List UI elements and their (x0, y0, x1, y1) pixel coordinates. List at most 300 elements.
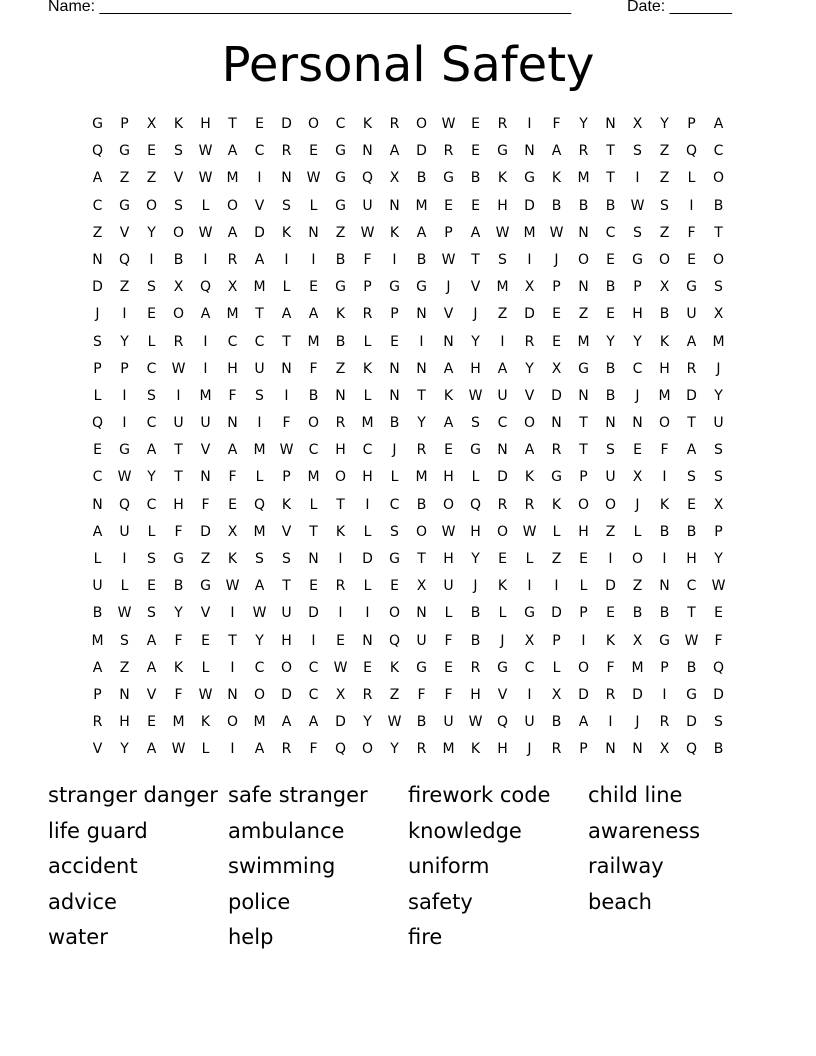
grid-letter[interactable]: T (282, 578, 291, 595)
grid-letter[interactable]: R (659, 714, 670, 731)
grid-letter[interactable]: R (362, 686, 373, 703)
grid-letter[interactable]: O (577, 496, 590, 513)
grid-letter[interactable]: S (390, 523, 399, 540)
grid-letter[interactable]: N (227, 415, 238, 432)
grid-letter[interactable]: O (280, 659, 293, 676)
grid-letter[interactable]: R (92, 714, 103, 731)
grid-letter[interactable]: W (387, 714, 402, 731)
grid-letter[interactable]: P (444, 224, 453, 241)
grid-letter[interactable]: T (714, 224, 723, 241)
grid-letter[interactable]: U (281, 605, 292, 622)
grid-letter[interactable]: H (470, 686, 481, 703)
grid-letter[interactable]: I (527, 686, 532, 703)
grid-letter[interactable]: E (471, 143, 480, 160)
grid-letter[interactable]: U (524, 714, 535, 731)
grid-letter[interactable]: T (417, 551, 426, 567)
grid-letter[interactable]: K (335, 306, 346, 323)
grid-letter[interactable]: F (282, 415, 291, 432)
grid-letter[interactable]: N (389, 197, 400, 214)
grid-letter[interactable]: S (174, 143, 183, 160)
grid-letter[interactable]: I (122, 551, 127, 567)
grid-letter[interactable]: H (659, 360, 670, 377)
grid-letter[interactable]: K (443, 387, 454, 404)
grid-letter[interactable]: R (497, 116, 508, 132)
grid-letter[interactable]: N (281, 170, 292, 187)
grid-letter[interactable]: N (389, 360, 400, 377)
grid-letter[interactable]: C (524, 659, 535, 676)
grid-letter[interactable]: V (497, 686, 508, 703)
grid-letter[interactable]: M (253, 523, 266, 540)
grid-letter[interactable]: O (712, 251, 725, 268)
grid-letter[interactable]: L (201, 197, 210, 214)
grid-letter[interactable]: P (633, 279, 642, 296)
grid-letter[interactable]: W (495, 224, 510, 241)
grid-letter[interactable]: G (443, 170, 454, 187)
grid-letter[interactable]: P (552, 279, 561, 296)
grid-letter[interactable]: L (147, 523, 156, 540)
grid-letter[interactable]: F (228, 387, 237, 404)
grid-letter[interactable]: T (228, 116, 237, 132)
grid-letter[interactable]: Y (525, 360, 534, 377)
grid-letter[interactable]: X (146, 116, 157, 132)
grid-letter[interactable]: E (390, 333, 399, 350)
grid-letter[interactable]: E (471, 116, 480, 132)
grid-letter[interactable]: R (335, 415, 346, 432)
grid-letter[interactable]: G (686, 279, 697, 296)
grid-letter[interactable]: T (471, 251, 480, 268)
grid-letter[interactable]: L (201, 741, 210, 758)
grid-letter[interactable]: U (443, 578, 454, 595)
grid-letter[interactable]: W (468, 714, 483, 731)
grid-letter[interactable]: Q (91, 143, 104, 160)
grid-letter[interactable]: N (578, 279, 589, 296)
grid-letter[interactable]: J (635, 496, 640, 513)
grid-letter[interactable]: I (608, 714, 613, 731)
grid-letter[interactable]: M (523, 224, 536, 241)
grid-letter[interactable]: M (307, 333, 320, 350)
grid-letter[interactable]: K (497, 170, 508, 187)
grid-letter[interactable]: W (684, 632, 699, 649)
grid-letter[interactable]: A (92, 659, 103, 676)
grid-letter[interactable]: H (335, 442, 346, 459)
grid-letter[interactable]: H (470, 523, 481, 540)
grid-letter[interactable]: N (578, 224, 589, 241)
grid-letter[interactable]: L (363, 523, 372, 540)
grid-letter[interactable]: J (635, 387, 640, 404)
grid-letter[interactable]: R (227, 251, 238, 268)
grid-letter[interactable]: N (416, 360, 427, 377)
grid-letter[interactable]: A (416, 224, 427, 241)
grid-letter[interactable]: H (119, 714, 130, 731)
grid-letter[interactable]: C (146, 360, 157, 377)
grid-letter[interactable]: G (119, 197, 130, 214)
grid-letter[interactable]: F (174, 523, 183, 540)
grid-letter[interactable]: F (552, 116, 561, 132)
grid-letter[interactable]: D (308, 605, 319, 622)
grid-letter[interactable]: M (631, 659, 644, 676)
grid-letter[interactable]: S (714, 442, 723, 459)
grid-letter[interactable]: U (254, 360, 265, 377)
grid-letter[interactable]: E (201, 632, 210, 649)
grid-letter[interactable]: A (686, 333, 697, 350)
grid-letter[interactable]: R (416, 741, 427, 758)
grid-letter[interactable]: Y (417, 415, 426, 432)
grid-letter[interactable]: R (497, 496, 508, 513)
grid-letter[interactable]: G (119, 442, 130, 459)
grid-letter[interactable]: I (230, 741, 235, 758)
grid-letter[interactable]: K (605, 632, 616, 649)
grid-letter[interactable]: S (633, 224, 642, 241)
grid-letter[interactable]: F (444, 686, 453, 703)
grid-letter[interactable]: B (632, 605, 643, 622)
grid-letter[interactable]: L (255, 469, 264, 486)
grid-letter[interactable]: A (254, 251, 265, 268)
grid-letter[interactable]: N (632, 741, 643, 758)
grid-letter[interactable]: I (581, 632, 586, 649)
grid-letter[interactable]: S (120, 632, 129, 649)
grid-letter[interactable]: W (198, 143, 213, 160)
grid-letter[interactable]: Z (119, 170, 130, 187)
grid-letter[interactable]: R (470, 659, 481, 676)
grid-letter[interactable]: I (257, 415, 262, 432)
grid-letter[interactable]: Y (120, 333, 129, 350)
grid-letter[interactable]: I (203, 251, 208, 268)
grid-letter[interactable]: I (608, 551, 613, 567)
grid-letter[interactable]: H (578, 523, 589, 540)
grid-letter[interactable]: K (389, 224, 400, 241)
grid-letter[interactable]: N (335, 387, 346, 404)
grid-letter[interactable]: L (633, 523, 642, 540)
grid-letter[interactable]: D (632, 686, 643, 703)
grid-letter[interactable]: Z (578, 306, 589, 323)
grid-letter[interactable]: D (254, 224, 265, 241)
grid-letter[interactable]: M (253, 279, 266, 296)
grid-letter[interactable]: M (415, 469, 428, 486)
grid-letter[interactable]: H (173, 496, 184, 513)
grid-letter[interactable]: L (444, 605, 453, 622)
grid-letter[interactable]: B (659, 523, 670, 540)
grid-letter[interactable]: I (365, 605, 370, 622)
grid-letter[interactable]: D (524, 197, 535, 214)
grid-letter[interactable]: G (173, 551, 184, 567)
grid-letter[interactable]: F (687, 224, 696, 241)
grid-letter[interactable]: I (662, 686, 667, 703)
grid-letter[interactable]: N (92, 496, 103, 513)
grid-letter[interactable]: P (660, 659, 669, 676)
grid-letter[interactable]: O (712, 170, 725, 187)
grid-letter[interactable]: M (307, 469, 320, 486)
grid-letter[interactable]: R (389, 116, 400, 132)
grid-letter[interactable]: C (254, 659, 265, 676)
grid-letter[interactable]: S (147, 551, 156, 567)
grid-letter[interactable]: F (660, 442, 669, 459)
grid-letter[interactable]: Y (120, 741, 129, 758)
grid-letter[interactable]: E (633, 442, 642, 459)
grid-letter[interactable]: Q (334, 741, 347, 758)
grid-letter[interactable]: W (252, 605, 267, 622)
grid-letter[interactable]: B (416, 170, 427, 187)
grid-letter[interactable]: I (284, 387, 289, 404)
grid-letter[interactable]: U (362, 197, 373, 214)
grid-letter[interactable]: S (282, 551, 291, 567)
grid-letter[interactable]: G (551, 469, 562, 486)
grid-letter[interactable]: E (147, 306, 156, 323)
grid-letter[interactable]: N (119, 686, 130, 703)
grid-letter[interactable]: P (120, 116, 129, 132)
grid-letter[interactable]: E (363, 659, 372, 676)
grid-letter[interactable]: E (552, 333, 561, 350)
grid-letter[interactable]: N (92, 251, 103, 268)
grid-letter[interactable]: S (498, 251, 507, 268)
grid-letter[interactable]: O (388, 605, 401, 622)
grid-letter[interactable]: B (470, 632, 481, 649)
grid-letter[interactable]: O (172, 224, 185, 241)
grid-letter[interactable]: Z (92, 224, 103, 241)
grid-letter[interactable]: G (632, 251, 643, 268)
grid-letter[interactable]: W (711, 578, 726, 595)
grid-letter[interactable]: O (577, 251, 590, 268)
grid-letter[interactable]: I (527, 578, 532, 595)
grid-letter[interactable]: B (389, 415, 400, 432)
grid-letter[interactable]: M (199, 387, 212, 404)
grid-letter[interactable]: E (255, 116, 264, 132)
grid-letter[interactable]: G (389, 551, 400, 567)
grid-letter[interactable]: C (308, 442, 319, 459)
grid-letter[interactable]: O (172, 306, 185, 323)
grid-letter[interactable]: Z (497, 306, 508, 323)
grid-letter[interactable]: Q (253, 496, 266, 513)
grid-letter[interactable]: I (311, 632, 316, 649)
grid-letter[interactable]: A (254, 741, 265, 758)
grid-letter[interactable]: P (687, 116, 696, 132)
grid-letter[interactable]: W (117, 605, 132, 622)
grid-letter[interactable]: I (230, 605, 235, 622)
grid-letter[interactable]: U (119, 523, 130, 540)
grid-letter[interactable]: Y (471, 551, 480, 567)
grid-letter[interactable]: W (360, 224, 375, 241)
grid-letter[interactable]: C (92, 469, 103, 486)
grid-letter[interactable]: F (228, 469, 237, 486)
grid-letter[interactable]: B (659, 605, 670, 622)
grid-letter[interactable]: P (552, 632, 561, 649)
grid-letter[interactable]: V (92, 741, 103, 758)
grid-letter[interactable]: B (173, 578, 184, 595)
grid-letter[interactable]: I (311, 251, 316, 268)
grid-letter[interactable]: Z (119, 279, 130, 296)
grid-letter[interactable]: W (171, 360, 186, 377)
grid-letter[interactable]: C (713, 143, 724, 160)
grid-letter[interactable]: K (497, 578, 508, 595)
grid-letter[interactable]: F (174, 686, 183, 703)
grid-letter[interactable]: V (470, 279, 481, 296)
grid-letter[interactable]: I (689, 197, 694, 214)
grid-letter[interactable]: C (389, 496, 400, 513)
grid-letter[interactable]: A (281, 714, 292, 731)
grid-letter[interactable]: U (92, 578, 103, 595)
grid-letter[interactable]: O (226, 714, 239, 731)
grid-letter[interactable]: L (309, 496, 318, 513)
grid-letter[interactable]: K (227, 551, 238, 567)
grid-letter[interactable]: Y (471, 333, 480, 350)
grid-letter[interactable]: M (172, 714, 185, 731)
grid-letter[interactable]: X (659, 279, 670, 296)
grid-letter[interactable]: B (92, 605, 103, 622)
grid-letter[interactable]: V (524, 387, 535, 404)
grid-letter[interactable]: E (309, 143, 318, 160)
grid-letter[interactable]: Q (469, 496, 482, 513)
grid-letter[interactable]: Z (389, 686, 400, 703)
grid-letter[interactable]: L (363, 333, 372, 350)
grid-letter[interactable]: A (389, 143, 400, 160)
grid-letter[interactable]: M (226, 170, 239, 187)
grid-letter[interactable]: J (446, 279, 451, 296)
grid-letter[interactable]: R (362, 306, 373, 323)
grid-letter[interactable]: B (551, 197, 562, 214)
grid-letter[interactable]: V (119, 224, 130, 241)
grid-letter[interactable]: B (470, 605, 481, 622)
grid-letter[interactable]: D (281, 116, 292, 132)
grid-letter[interactable]: A (254, 578, 265, 595)
grid-letter[interactable]: D (551, 387, 562, 404)
grid-letter[interactable]: E (93, 442, 102, 459)
grid-letter[interactable]: N (281, 360, 292, 377)
grid-letter[interactable]: R (686, 360, 697, 377)
grid-letter[interactable]: F (174, 632, 183, 649)
grid-letter[interactable]: S (147, 605, 156, 622)
grid-letter[interactable]: R (551, 442, 562, 459)
grid-letter[interactable]: O (334, 469, 347, 486)
grid-letter[interactable]: I (500, 333, 505, 350)
grid-letter[interactable]: K (335, 523, 346, 540)
grid-letter[interactable]: M (415, 197, 428, 214)
grid-letter[interactable]: W (279, 442, 294, 459)
grid-letter[interactable]: X (173, 279, 184, 296)
grid-letter[interactable]: T (606, 143, 615, 160)
grid-letter[interactable]: N (227, 686, 238, 703)
grid-letter[interactable]: D (416, 143, 427, 160)
grid-letter[interactable]: N (659, 578, 670, 595)
grid-letter[interactable]: G (92, 116, 103, 132)
grid-letter[interactable]: E (579, 551, 588, 567)
grid-letter[interactable]: Q (685, 741, 698, 758)
grid-letter[interactable]: L (147, 333, 156, 350)
grid-letter[interactable]: I (203, 360, 208, 377)
grid-letter[interactable]: A (470, 224, 481, 241)
grid-letter[interactable]: Y (147, 224, 156, 241)
grid-letter[interactable]: N (416, 605, 427, 622)
grid-letter[interactable]: X (524, 279, 535, 296)
grid-letter[interactable]: M (226, 306, 239, 323)
grid-letter[interactable]: C (254, 143, 265, 160)
grid-letter[interactable]: K (362, 360, 373, 377)
grid-letter[interactable]: P (282, 469, 291, 486)
grid-letter[interactable]: X (389, 170, 400, 187)
grid-letter[interactable]: D (497, 469, 508, 486)
grid-letter[interactable]: I (338, 605, 343, 622)
grid-letter[interactable]: C (686, 578, 697, 595)
grid-letter[interactable]: M (496, 279, 509, 296)
grid-letter[interactable]: E (498, 551, 507, 567)
grid-letter[interactable]: V (200, 442, 211, 459)
grid-letter[interactable]: N (524, 143, 535, 160)
grid-letter[interactable]: L (363, 578, 372, 595)
grid-letter[interactable]: B (416, 496, 427, 513)
grid-letter[interactable]: J (500, 632, 505, 649)
grid-letter[interactable]: H (470, 360, 481, 377)
grid-letter[interactable]: B (416, 714, 427, 731)
grid-letter[interactable]: S (714, 279, 723, 296)
grid-letter[interactable]: B (335, 251, 346, 268)
grid-letter[interactable]: I (527, 116, 532, 132)
grid-letter[interactable]: N (308, 551, 319, 567)
grid-letter[interactable]: L (363, 387, 372, 404)
grid-letter[interactable]: O (307, 116, 320, 132)
grid-letter[interactable]: Q (685, 143, 698, 160)
grid-letter[interactable]: X (416, 578, 427, 595)
grid-letter[interactable]: Z (659, 224, 670, 241)
grid-letter[interactable]: N (200, 469, 211, 486)
grid-letter[interactable]: B (713, 741, 724, 758)
grid-letter[interactable]: W (333, 659, 348, 676)
grid-letter[interactable]: H (200, 116, 211, 132)
grid-letter[interactable]: A (524, 442, 535, 459)
grid-letter[interactable]: E (309, 279, 318, 296)
grid-letter[interactable]: T (174, 442, 183, 459)
grid-letter[interactable]: U (686, 306, 697, 323)
grid-letter[interactable]: O (658, 251, 671, 268)
grid-letter[interactable]: S (471, 415, 480, 432)
grid-letter[interactable]: K (659, 496, 670, 513)
grid-letter[interactable]: D (92, 279, 103, 296)
grid-letter[interactable]: I (176, 387, 181, 404)
grid-letter[interactable]: H (686, 551, 697, 567)
grid-letter[interactable]: T (417, 387, 426, 404)
grid-letter[interactable]: A (146, 741, 157, 758)
grid-letter[interactable]: C (308, 686, 319, 703)
grid-letter[interactable]: K (551, 170, 562, 187)
grid-letter[interactable]: D (686, 387, 697, 404)
grid-letter[interactable]: Y (579, 116, 588, 132)
grid-letter[interactable]: G (389, 279, 400, 296)
grid-letter[interactable]: I (662, 551, 667, 567)
grid-letter[interactable]: G (497, 143, 508, 160)
grid-letter[interactable]: W (441, 523, 456, 540)
grid-letter[interactable]: F (444, 632, 453, 649)
grid-letter[interactable]: H (443, 551, 454, 567)
grid-letter[interactable]: P (714, 523, 723, 540)
grid-letter[interactable]: X (551, 686, 562, 703)
grid-letter[interactable]: A (92, 523, 103, 540)
grid-letter[interactable]: I (527, 251, 532, 268)
grid-letter[interactable]: O (253, 686, 266, 703)
grid-letter[interactable]: W (306, 170, 321, 187)
grid-letter[interactable]: X (713, 496, 724, 513)
grid-letter[interactable]: N (632, 415, 643, 432)
grid-letter[interactable]: V (200, 605, 211, 622)
grid-letter[interactable]: M (442, 741, 455, 758)
grid-letter[interactable]: K (173, 116, 184, 132)
grid-letter[interactable]: L (93, 387, 102, 404)
grid-letter[interactable]: K (173, 659, 184, 676)
grid-letter[interactable]: E (309, 578, 318, 595)
grid-letter[interactable]: T (174, 469, 183, 486)
grid-letter[interactable]: R (281, 741, 292, 758)
grid-letter[interactable]: T (579, 415, 588, 432)
grid-letter[interactable]: O (631, 551, 644, 567)
grid-letter[interactable]: A (686, 442, 697, 459)
grid-letter[interactable]: P (363, 279, 372, 296)
grid-letter[interactable]: I (635, 170, 640, 187)
